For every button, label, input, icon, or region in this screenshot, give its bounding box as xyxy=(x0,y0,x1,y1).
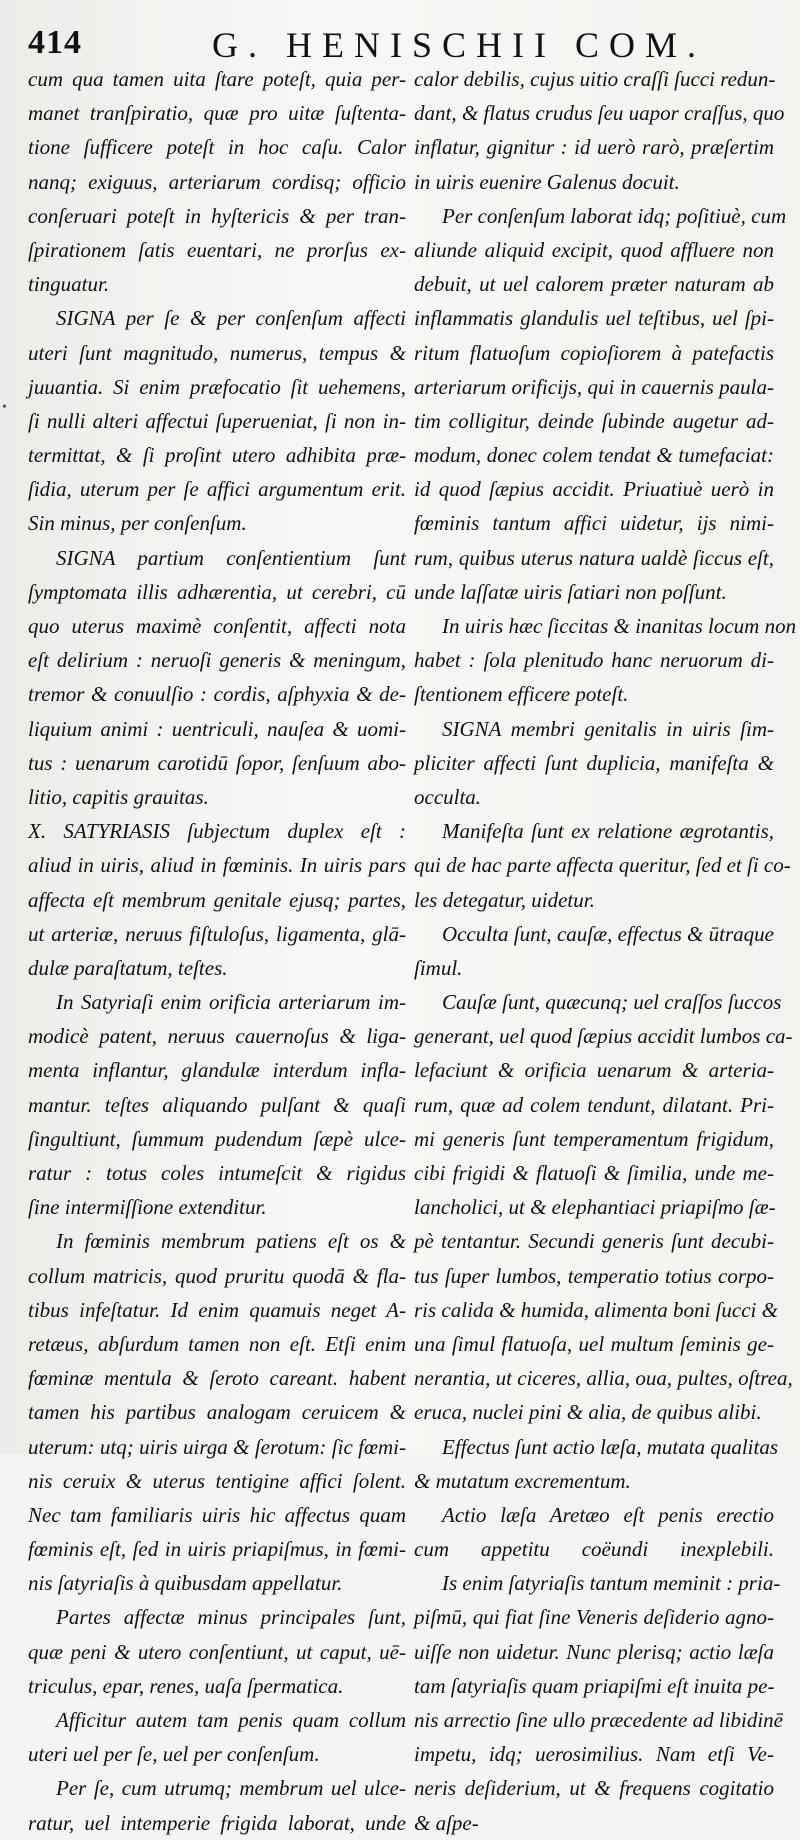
text-line: dulæ paraſtatum, teſtes. xyxy=(28,955,228,980)
text-line: ſtentionem efficere poteſt. xyxy=(414,682,629,707)
text-line: impetu, idq; uerosimilius. Nam etſi Ve- xyxy=(414,1742,774,1767)
text-line: generant, uel quod ſæpius accidit lumbos ca- xyxy=(414,1024,793,1049)
text-line: tione ſufficere poteſt in hoc caſu. Calor xyxy=(28,135,406,160)
text-line: pliciter affecti ſunt duplicia, manifeſta & xyxy=(414,750,774,775)
text-line: Is enim ſatyriaſis tantum meminit : pria- xyxy=(442,1571,781,1596)
margin-dot: • xyxy=(2,400,7,415)
text-line: uteri uel per ſe, uel per conſenſum. xyxy=(28,1742,320,1767)
text-line: ſpirationem ſatis euentari, ne prorſus ex- xyxy=(28,237,406,262)
text-line: cum qua tamen uita ſtare poteſt, quia per- xyxy=(28,67,406,91)
text-line: lancholici, ut & elephantiaci priapiſmo ſæ- xyxy=(414,1195,776,1220)
text-line: Effectus ſunt actio læſa, mutata qualitas xyxy=(442,1434,778,1459)
text-line: In uiris hæc ſiccitas & inanitas locum non xyxy=(442,614,797,638)
text-line: Sin minus, per conſenſum. xyxy=(28,511,247,536)
text-line: Nec tam familiaris uiris hic affectus quam xyxy=(28,1502,406,1527)
text-line: X. SATYRIASIS ſubjectum duplex eſt : xyxy=(28,819,406,844)
text-line: In fœminis membrum patiens eſt os & xyxy=(56,1229,406,1254)
text-line: Per conſenſum laborat idq; poſitiuè, cum xyxy=(442,203,787,228)
text-line: fœminis tantum affici uidetur, ijs nimi- xyxy=(414,511,774,536)
text-line: Afficitur autem tam penis quam collum xyxy=(56,1708,406,1732)
text-line: nis arrectio ſine ullo præcedente ad libidinē xyxy=(414,1708,783,1732)
text-line: nerantia, ut ciceres, allia, oua, pultes, oſtrea, xyxy=(414,1366,793,1391)
text-line: modum, donec colem tendat & tumefaciat: xyxy=(414,443,774,468)
text-line: ſingultiunt, ſummum pudendum ſæpè ulce- xyxy=(28,1126,406,1151)
text-line: SIGNA per ſe & per conſenſum affecti xyxy=(56,306,406,331)
text-line: Occulta ſunt, cauſæ, effectus & ūtraque xyxy=(442,921,774,946)
page-header xyxy=(0,18,800,68)
text-line: liquium animi : uentriculi, nauſea & uomi- xyxy=(28,716,406,741)
text-line: inflammatis glandulis uel teſtibus, uel ſpi- xyxy=(414,306,774,331)
text-line: pè tentantur. Secundi generis ſunt decubi- xyxy=(414,1229,774,1254)
text-line: eſt delirium : neruoſi generis & meningum, xyxy=(28,648,406,673)
page-number: 414 xyxy=(28,24,82,61)
text-line: mantur. teſtes aliquando pulſant & quaſi xyxy=(28,1092,406,1117)
text-line: id quod ſæpius accidit. Priuatiuè uerò in xyxy=(414,477,774,502)
text-line: ſidia, uterum per ſe affici argumentum erit. xyxy=(28,477,406,502)
text-line: dant, & flatus crudus ſeu uapor craſſus, quo xyxy=(414,101,785,126)
running-head: G. HENISCHII COM. xyxy=(212,25,706,65)
text-line: Actio læſa Aretæo eſt penis erectio xyxy=(442,1502,774,1527)
text-line: nis ſatyriaſis à quibusdam appellatur. xyxy=(28,1571,343,1596)
text-line: ſi nulli alteri affectui ſuperueniat, ſi non in- xyxy=(28,408,406,433)
text-line: cum appetitu coëundi inexplebili. xyxy=(414,1537,774,1562)
text-line: arteriarum orificijs, qui in cauernis paula- xyxy=(414,374,774,399)
text-line: Cauſæ ſunt, quæcunq; uel craſſos ſuccos xyxy=(442,990,782,1015)
text-line: & mutatum excrementum. xyxy=(414,1468,631,1493)
text-line: quo uterus maximè conſentit, affecti nota xyxy=(28,614,406,638)
text-line: nis ceruix & uterus tentigine affici ſolent. xyxy=(28,1468,406,1493)
text-line: Partes affectæ minus principales ſunt, xyxy=(56,1605,406,1630)
text-line: menta inflantur, glandulæ interdum infla- xyxy=(28,1058,406,1083)
text-line: ris calida & humida, alimenta boni ſucci & xyxy=(414,1297,778,1322)
text-line: quæ peni & utero conſentiunt, ut caput, uē- xyxy=(28,1639,406,1664)
text-line: In Satyriaſi enim orificia arteriarum im- xyxy=(56,990,406,1015)
text-line: ſimul. xyxy=(414,955,463,980)
text-line: tus ſuper lumbos, temperatio totius corpo- xyxy=(414,1263,774,1288)
text-line: modicè patent, neruus cauernoſus & liga- xyxy=(28,1024,406,1049)
text-line: inflatur, gignitur : id uerò rarò, præſertim xyxy=(414,135,774,160)
text-line: ritum flatuoſum copioſiorem à patefactis xyxy=(414,340,774,365)
text-line: litio, capitis grauitas. xyxy=(28,784,209,809)
text-line: aliud in uiris, aliud in fœminis. In uiris pars xyxy=(28,853,406,878)
text-line: mi generis ſunt temperamentum frigidum, xyxy=(414,1126,774,1151)
text-line: eruca, nuclei pini & alia, de quibus alibi. xyxy=(414,1400,762,1425)
text-line: in uiris euenire Galenus docuit. xyxy=(414,169,680,194)
text-line: tremor & conuulſio : cordis, aſphyxia & de- xyxy=(28,682,406,707)
text-line: termittat, & ſi proſint utero adhibita præ- xyxy=(28,443,406,468)
text-line: triculus, epar, renes, uaſa ſpermatica. xyxy=(28,1673,344,1698)
text-line: aliunde aliquid excipit, quod affluere non xyxy=(414,237,774,262)
text-line: lefaciunt & orificia uenarum & arteria- xyxy=(414,1058,774,1083)
text-line: ratur, uel intemperie frigida laborat, unde xyxy=(28,1810,406,1835)
text-line: tim colligitur, deinde ſubinde augetur ad- xyxy=(414,408,774,433)
text-line: manet tranſpiratio, quæ pro uitæ ſuſtenta- xyxy=(28,101,406,126)
text-line: juuantia. Si enim præfocatio ſit uehemens, xyxy=(28,374,406,399)
text-line: tinguatur. xyxy=(28,272,110,297)
text-line: rum, quibus uterus natura ualdè ſiccus eſt, xyxy=(414,545,774,570)
text-line: ſine intermiſſione extenditur. xyxy=(28,1195,267,1220)
text-line: retæus, abſurdum tamen non eſt. Etſi enim xyxy=(28,1331,406,1356)
text-line: piſmū, qui fiat ſine Veneris deſiderio agno- xyxy=(414,1605,774,1630)
text-line: SIGNA partium conſentientium ſunt xyxy=(56,545,406,570)
text-line: conſeruari poteſt in hyſtericis & per tran- xyxy=(28,203,406,228)
text-line: uiſſe non uidetur. Nunc plerisq; actio læſa xyxy=(414,1639,774,1664)
right-text-column xyxy=(414,62,797,1835)
text-line: cibi frigidi & flatuoſi & ſimilia, unde me- xyxy=(414,1161,774,1185)
text-line: calor debilis, cujus uitio craſſi ſucci redun- xyxy=(414,67,776,91)
text-line: & aſpe- xyxy=(414,1810,479,1835)
text-line: les detegatur, uidetur. xyxy=(414,887,595,912)
text-line: debuit, ut uel calorem præter naturam ab xyxy=(414,272,774,297)
text-line: qui de hac parte affecta queritur, ſed et ſi co- xyxy=(414,853,791,878)
text-line: tibus infeſtatur. Id enim quamuis neget A- xyxy=(28,1297,406,1322)
text-line: unde laſſatæ uiris ſatiari non poſſunt. xyxy=(414,579,727,604)
text-line: ſymptomata illis adhærentia, ut cerebri, cū xyxy=(28,579,406,604)
text-line: uteri ſunt magnitudo, numerus, tempus & xyxy=(28,340,406,365)
text-line: rum, quæ ad colem tendunt, dilatant. Pri- xyxy=(414,1092,774,1117)
text-line: tam ſatyriaſis quam priapiſmi eſt inuita pe- xyxy=(414,1673,775,1698)
text-line: Per ſe, cum utrumq; membrum uel ulce- xyxy=(56,1776,406,1801)
text-line: Manifeſta ſunt ex relatione ægrotantis, xyxy=(442,819,774,844)
text-line: ut arteriæ, neruus fiſtuloſus, ligamenta, glā- xyxy=(28,921,406,946)
left-text-column xyxy=(28,62,406,1835)
text-line: tus : uenarum carotidū ſopor, ſenſuum abo- xyxy=(28,750,406,775)
text-line: habet : ſola plenitudo hanc neruorum di- xyxy=(414,648,774,673)
text-line: occulta. xyxy=(414,784,482,809)
text-line: nanq; exiguus, arteriarum cordisq; officio xyxy=(28,169,406,194)
text-line: affecta eſt membrum genitale ejusq; partes, xyxy=(28,887,406,912)
text-line: ratur : totus coles intumeſcit & rigidus xyxy=(28,1161,406,1185)
text-line: tamen his partibus analogam ceruicem & xyxy=(28,1400,406,1425)
text-line: neris deſiderium, ut & frequens cogitatio xyxy=(414,1776,774,1801)
text-line: una ſimul flatuoſa, uel multum ſeminis ge- xyxy=(414,1331,774,1356)
text-line: collum matricis, quod pruritu quodā & fla- xyxy=(28,1263,406,1288)
text-line: fœminæ mentula & ſeroto careant. habent xyxy=(28,1366,406,1391)
text-line: fœminis eſt, ſed in uiris priapiſmus, in fœmi- xyxy=(28,1537,406,1562)
text-line: SIGNA membri genitalis in uiris ſim- xyxy=(442,716,774,741)
text-line: uterum: utq; uiris uirga & ſerotum: ſic fœmi- xyxy=(28,1434,406,1459)
